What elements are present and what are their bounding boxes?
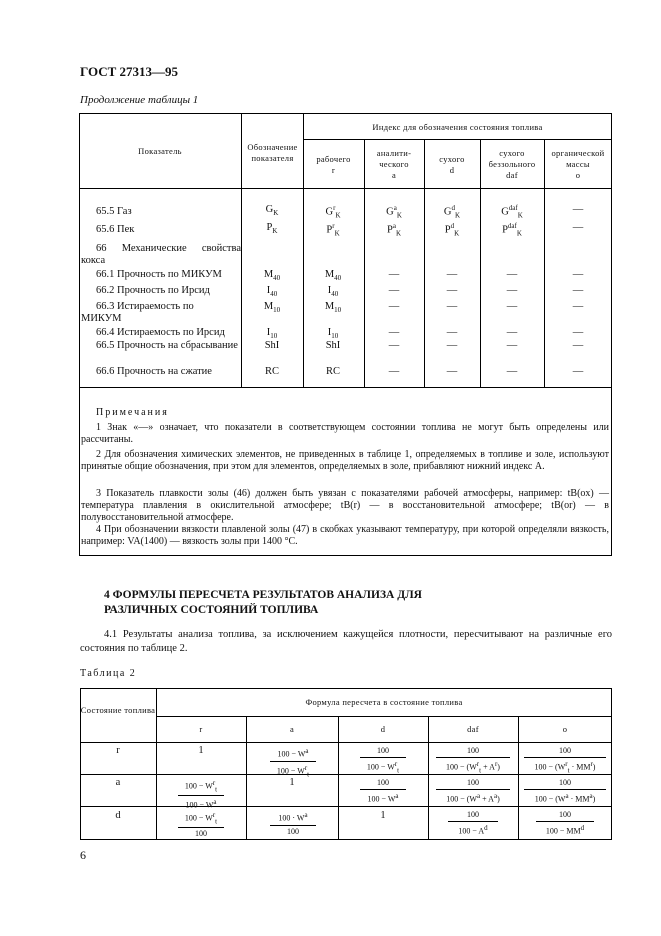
- index-daf: —: [506, 301, 518, 312]
- col-designation: Обозначение показателя: [247, 142, 298, 163]
- note-4: 4 При обозначении вязкости плавленой золы (47) в скобках указывают температуру, при которой определяли вязкость, например: VA(1400) — вязкость золы при 1400 °С.: [81, 524, 609, 547]
- index-r: $G^r_K$: [325, 204, 341, 220]
- index-d: $P^d_K$: [444, 222, 460, 238]
- sub-header-daf: сухого беззольного daf: [488, 148, 536, 180]
- index-d: —: [446, 340, 458, 351]
- row-name: 66.5 Прочность на сбрасывание: [96, 340, 238, 351]
- note-1: 1 Знак «—» означает, что показатели в соответствующем состоянии топлива не могут быть определены или рассчитаны.: [81, 422, 609, 445]
- sub-header-d: сухого d: [439, 154, 465, 175]
- note-3: 3 Показатель плавкости золы (46) должен быть увязан с показателями рабочей атмосферы, например: tB(ox) — температура плавления в окислительной атмосфере; tB(r) — в восстановительной атмосфере; tB(or) — в полувосстановительной атмосфере.: [81, 488, 609, 523]
- col-d: d: [380, 724, 386, 734]
- group-header: Индекс для обозначения состояния топлива: [372, 122, 543, 132]
- formula: 100 $100 - W^a$: [360, 778, 406, 805]
- index-o: —: [572, 301, 584, 312]
- row-state-r: r: [116, 745, 120, 756]
- formula: $100 - W^r_t$ $100 - W^a$: [178, 778, 224, 811]
- index-d: —: [446, 285, 458, 296]
- formula: 100 $100 - (W^r_t + A^r)$: [436, 746, 510, 775]
- row-name: 66.2 Прочность по Ирсид: [96, 285, 210, 296]
- row-name: 66.4 Истираемость по Ирсид: [96, 327, 225, 338]
- row-name: 66.3 Истираемость по МИКУМ: [81, 301, 194, 324]
- col-r: r: [199, 724, 203, 734]
- group-header-2: Формула пересчета в состояние топлива: [305, 697, 463, 707]
- formula: 100 $100 - (W^r_t \cdot MM^r)$: [524, 746, 606, 775]
- row-state-d: d: [115, 810, 121, 821]
- index-a: —: [388, 269, 400, 280]
- col-daf: daf: [467, 724, 479, 734]
- index-r: $M_{10}$: [324, 301, 342, 315]
- row-name: 65.6 Пек: [96, 224, 135, 235]
- index-d: —: [446, 327, 458, 338]
- sub-header-a: аналити-ческого a: [376, 148, 412, 180]
- index-r: $I_{10}$: [327, 327, 339, 341]
- index-r: $M_{40}$: [324, 269, 342, 283]
- symbol: $M_{10}$: [263, 301, 281, 315]
- symbol: $G_K$: [265, 204, 279, 218]
- row-state-a: a: [115, 777, 121, 788]
- formula: 100 $100 - W^r_t$: [360, 746, 406, 775]
- one: 1: [289, 777, 295, 788]
- row-name: 66 Механические свойства кокса: [81, 243, 241, 266]
- index-r: $P^r_K$: [326, 222, 340, 238]
- index-o: —: [572, 327, 584, 338]
- index-daf: —: [506, 366, 518, 377]
- index-d: $G^d_K$: [443, 204, 461, 220]
- symbol: ShI: [264, 340, 280, 351]
- section-title: 4 ФОРМУЛЫ ПЕРЕСЧЕТА РЕЗУЛЬТАТОВ АНАЛИЗА ДЛЯ РАЗЛИЧНЫХ СОСТОЯНИЙ ТОПЛИВА: [104, 589, 422, 616]
- index-o: —: [572, 366, 584, 377]
- index-a: —: [388, 285, 400, 296]
- symbol: $M_{40}$: [263, 269, 281, 283]
- index-daf: —: [506, 269, 518, 280]
- index-r: ShI: [325, 340, 341, 351]
- formula: 100 $100 - (W^a \cdot MM^a)$: [524, 778, 606, 805]
- formula: 100 $100 - A^d$: [448, 810, 498, 837]
- index-a: $P^a_K$: [386, 222, 401, 238]
- index-daf: —: [506, 285, 518, 296]
- note-2: 2 Для обозначения химических элементов, не приведенных в таблице 1, определяемых в топливе и золе, используют принятые общие обозначения, при этом для элементов, определяемых в золе, прибавляют нижний индекс А.: [81, 449, 609, 472]
- col-state: Состояние топлива: [80, 705, 156, 715]
- formula: $100 \cdot W^a$ 100: [270, 810, 316, 837]
- index-o: —: [572, 285, 584, 296]
- index-d: —: [446, 366, 458, 377]
- index-daf: —: [506, 327, 518, 338]
- index-a: —: [388, 301, 400, 312]
- index-r: $I_{40}$: [327, 285, 339, 299]
- index-daf: —: [506, 340, 518, 351]
- page-number: 6: [80, 848, 86, 862]
- symbol: $P_K$: [266, 222, 278, 236]
- sub-header-o: органической массы o: [551, 148, 605, 180]
- standard-title: ГОСТ 27313—95: [80, 64, 179, 79]
- index-daf: $P^{daf}_K$: [502, 222, 522, 238]
- index-o: —: [572, 222, 584, 233]
- index-a: —: [388, 340, 400, 351]
- index-a: —: [388, 327, 400, 338]
- col-a: a: [289, 724, 295, 734]
- col-indicator: Показатель: [138, 146, 182, 156]
- one: 1: [198, 745, 204, 756]
- index-o: —: [572, 269, 584, 280]
- formula: 100 $100 - (W^a + A^a)$: [436, 778, 510, 805]
- symbol: $I_{40}$: [266, 285, 278, 299]
- section-paragraph: 4.1 Результаты анализа топлива, за исключением кажущейся плотности, пересчитывают на различные его состояния по таблице 2.: [80, 629, 612, 654]
- index-o: —: [572, 204, 584, 215]
- row-name: 66.1 Прочность по МИКУМ: [96, 269, 222, 280]
- index-a: $G^a_K$: [386, 204, 402, 220]
- index-r: RC: [325, 366, 340, 377]
- row-name: 65.5 Газ: [96, 206, 132, 217]
- index-daf: $G^{daf}_K$: [501, 204, 523, 220]
- col-o: o: [562, 724, 568, 734]
- table-2-caption: Таблица 2: [80, 668, 137, 679]
- symbol: RC: [264, 366, 279, 377]
- index-d: —: [446, 269, 458, 280]
- index-o: —: [572, 340, 584, 351]
- row-name: 66.6 Прочность на сжатие: [96, 366, 212, 377]
- formula: $100 - W^a$ $100 - W^r_t$: [270, 746, 316, 779]
- formula: $100 - W^r_t$ 100: [178, 810, 224, 839]
- one: 1: [380, 810, 386, 821]
- index-d: —: [446, 301, 458, 312]
- sub-header-r: рабочего r: [316, 154, 351, 175]
- formula: 100 $100 - MM^d$: [536, 810, 594, 837]
- notes-title: Примечания: [96, 407, 169, 418]
- table-continuation: Продолжение таблицы 1: [80, 94, 199, 106]
- symbol: $I_{10}$: [266, 327, 278, 341]
- index-a: —: [388, 366, 400, 377]
